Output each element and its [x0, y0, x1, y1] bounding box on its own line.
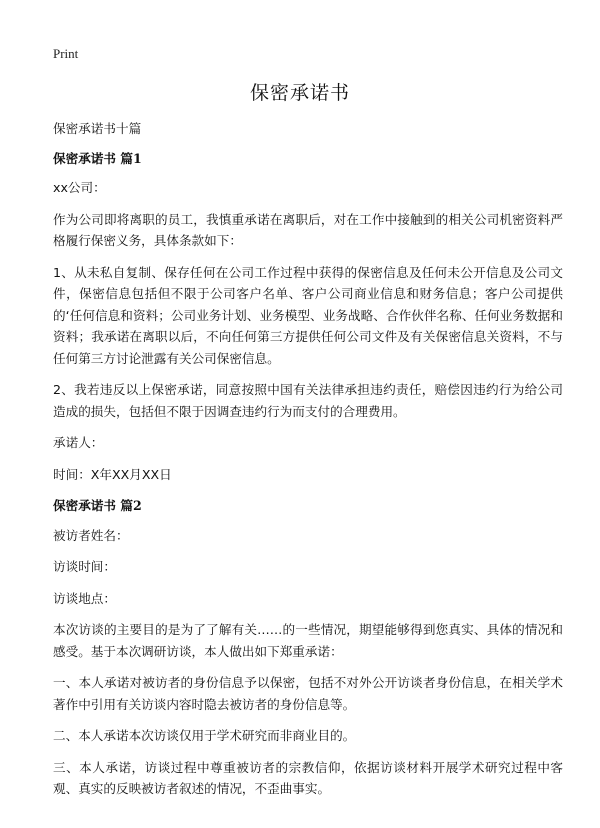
promise-item-2: 二、本人承诺本次访谈仅用于学术研究而非商业目的。	[53, 728, 356, 743]
document-subtitle: 保密承诺书十篇	[53, 121, 142, 136]
interviewee-name-label: 被访者姓名：	[53, 527, 129, 543]
interview-place-label: 访谈地点：	[53, 590, 116, 606]
section-2-heading: 保密承诺书 篇2	[53, 498, 142, 513]
page-title: 保密承诺书	[249, 82, 350, 104]
clause-1: 1、从未私自复制、保存任何在公司工作过程中获得的保密信息及任何未公开信息及公司文件，保密信息包括但不限于公司客户名单、客户公司商业信息和财务信息；客户公司提供的‘任何信息和资料；公司业务计划、业务模型、业务战略、合作伙伴名称、任何业务数据和资料；我承诺在离职以后，不向任何第三方提供任何公司文件及有关保密信息关资料，不与任何第三方讨论泄露有关公司保密信息。	[53, 264, 563, 366]
interview-time-label: 访谈时间：	[53, 559, 116, 574]
print-label: Print	[53, 46, 79, 61]
clause-2: 2、我若违反以上保密承诺，同意按照中国有关法律承担违约责任，赔偿因违约行为给公司造成的损失，包括但不限于因调查违约行为而支付的合理费用。	[53, 382, 563, 419]
promisor-label: 承诺人：	[53, 435, 104, 450]
section-1-heading: 保密承诺书 篇1	[53, 150, 142, 166]
section-1-intro: 作为公司即将离职的员工，我慎重承诺在离职后，对在工作中接触到的相关公司机密资料严格履行保密义务，具体条款如下：	[53, 211, 563, 248]
promise-item-3: 三、本人承诺，访谈过程中尊重被访者的宗教信仰，依据访谈材料开展学术研究过程中客观、真实的反映被访者叙述的情况，不歪曲事实。	[53, 759, 563, 796]
promise-item-1: 一、本人承诺对被访者的身份信息予以保密，包括不对外公开访谈者身份信息，在相关学术著作中引用有关访谈内容时隐去被访者的身份信息等。	[53, 675, 563, 712]
date-line: 时间：X年XX月XX日	[53, 466, 172, 482]
addressee: xx公司：	[53, 180, 106, 195]
document-body	[53, 118, 563, 810]
section-2-intro: 本次访谈的主要目的是为了了解有关……的一些情况，期望能够得到您真实、具体的情况和感受。基于本次调研访谈，本人做出如下郑重承诺：	[53, 622, 563, 659]
